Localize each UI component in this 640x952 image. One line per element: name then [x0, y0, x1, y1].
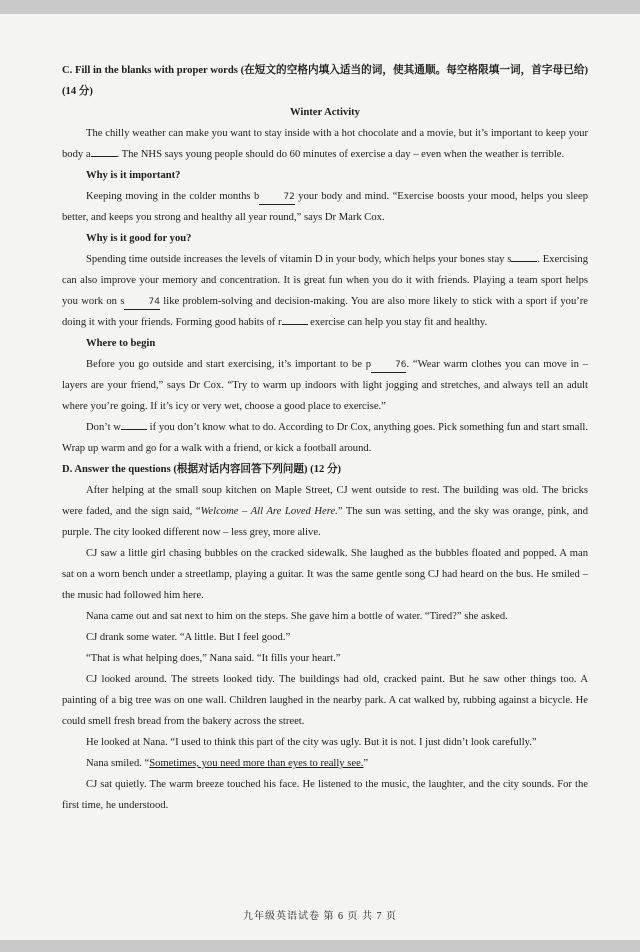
- exam-page: [62, 60, 588, 816]
- subheading-why-important: Why is it important?: [86, 170, 181, 181]
- section-d-paragraph-7: He looked at Nana. “I used to think this part of the city was ugly. But it is not. I just didn’t look carefully.”: [86, 737, 537, 748]
- section-d-paragraph-3: Nana came out and sat next to him on the steps. She gave him a bottle of water. “Tired?” she asked.: [86, 611, 508, 622]
- section-d-paragraph-1: After helping at the small soup kitchen on Maple Street, CJ went outside to rest. The building was old. The bricks were faded, and the sign said, “Welcome – All Are Loved Here.” The sun was setting, and the sky was orange, pink, and purple. The city looked different now – less grey, more alive.: [62, 485, 588, 538]
- subheading-where-begin: Where to begin: [86, 338, 156, 349]
- blank-77[interactable]: [121, 429, 147, 430]
- section-d-paragraph-4: CJ drank some water. “A little. But I feel good.”: [86, 632, 291, 643]
- section-c-paragraph-5: Don’t w if you don’t know what to do. According to Dr Cox, anything goes. Pick something fun and start small. Wrap up warm and go for a walk with a friend, or kick a football around.: [62, 422, 588, 454]
- section-d-paragraph-2: CJ saw a little girl chasing bubbles on the cracked sidewalk. She laughed as the bubbles floated and popped. A man sat on a worn bench under a streetlamp, playing a guitar. It was the same gentle song CJ had heard on the bus. He smiled – the music had followed him here.: [62, 548, 588, 601]
- blank-75[interactable]: [282, 324, 308, 325]
- section-d-heading: D. Answer the questions (根据对话内容回答下列问题) (12 分): [62, 464, 342, 475]
- page-footer: 九年级英语试卷 第 6 页 共 7 页: [243, 911, 397, 922]
- scan-bottom-edge: [0, 940, 640, 952]
- underlined-quote: Sometimes, you need more than eyes to really see.: [149, 758, 364, 769]
- blank-71[interactable]: [91, 156, 117, 157]
- passage-title: Winter Activity: [290, 107, 360, 118]
- blank-76[interactable]: 76: [371, 359, 406, 373]
- section-c-paragraph-1: The chilly weather can make you want to stay inside with a hot chocolate and a movie, but it’s important to keep your body a . The NHS says young people should do 60 minutes of exercise a day – even when the weather is terrible.: [62, 128, 588, 160]
- blank-73[interactable]: [511, 261, 537, 262]
- section-d-paragraph-9: CJ sat quietly. The warm breeze touched his face. He listened to the music, the laughter, and the city sounds. For the first time, he understood.: [62, 779, 588, 811]
- sign-text: Welcome – All Are Loved Here.: [200, 506, 338, 517]
- section-c-heading: C. Fill in the blanks with proper words (在短文的空格内填入适当的词，使其通顺。每空格限填一词，首字母已给) (14 分): [62, 65, 588, 97]
- blank-72[interactable]: 72: [259, 191, 294, 205]
- section-c-paragraph-2: Keeping moving in the colder months b 72 your body and mind. “Exercise boosts your mood, helps you sleep better, and keeps you strong and healthy all year round,” says Dr Mark Cox.: [62, 191, 588, 223]
- section-d-paragraph-6: CJ looked around. The streets looked tidy. The buildings had old, cracked paint. But he saw other things too. A painting of a big tree was on one wall. Children laughed in the nearby park. A cat walked by, rubbing against a bicycle. He could smell fresh bread from the bakery across the street.: [62, 674, 588, 727]
- scan-top-edge: [0, 0, 640, 14]
- subheading-why-good: Why is it good for you?: [86, 233, 192, 244]
- section-c-paragraph-3: Spending time outside increases the levels of vitamin D in your body, which helps your bones stay s . Exercising can also improve your memory and concentration. It is great fun when you do it with friends. Playing a team sport helps you work on s 74 like problem-solving and decision-making. You are also more likely to stick with a sport if you’re doing it with your friends. Forming good habits of r exercise can help you stay fit and healthy.: [62, 254, 588, 328]
- blank-74[interactable]: 74: [124, 296, 159, 310]
- section-d-paragraph-5: “That is what helping does,” Nana said. “It fills your heart.”: [86, 653, 341, 664]
- section-d-paragraph-8: Nana smiled. “Sometimes, you need more than eyes to really see.”: [86, 758, 369, 769]
- section-c-paragraph-4: Before you go outside and start exercising, it’s important to be p 76. “Wear warm clothes you can move in – layers are your friend,” says Dr Cox. “Try to warm up indoors with light jogging and stretches, and always tell an adult where you’re going. If it’s icy or very wet, choose a good place to exercise.”: [62, 359, 588, 412]
